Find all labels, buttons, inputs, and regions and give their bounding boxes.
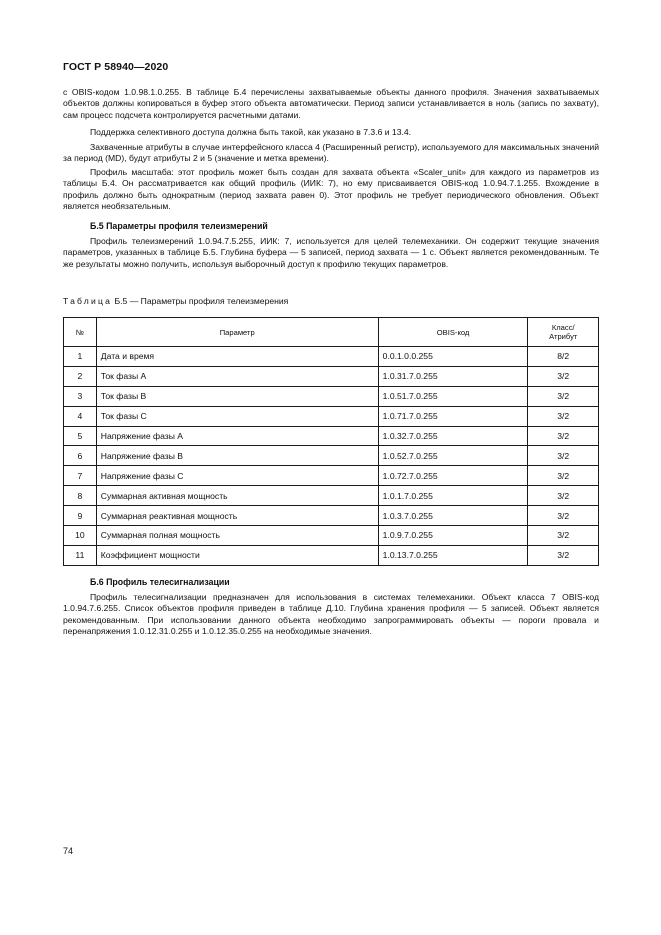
- cell-obis: 1.0.31.7.0.255: [378, 366, 528, 386]
- cell-num: 1: [64, 347, 97, 367]
- table-row: [64, 506, 599, 526]
- table-row: [64, 545, 599, 565]
- table-row: [64, 486, 599, 506]
- cell-class: 3/2: [528, 466, 599, 486]
- header-obis: OBIS-код: [378, 318, 528, 347]
- table-header-row: [64, 318, 599, 347]
- cell-obis: 1.0.71.7.0.255: [378, 406, 528, 426]
- cell-obis: 1.0.3.7.0.255: [378, 506, 528, 526]
- cell-class: 3/2: [528, 526, 599, 546]
- cell-param: Напряжение фазы А: [96, 426, 378, 446]
- section-b5-title: Б.5 Параметры профиля телеизмерений: [90, 221, 268, 231]
- header-class-line1: Класс/: [551, 323, 575, 332]
- cell-param: Напряжение фазы С: [96, 466, 378, 486]
- intro-paragraph-1: с OBIS-кодом 1.0.98.1.0.255. В таблице Б.4 перечислены захватываемые объекты данного профиля. Значения захватываемых объектов должны копироваться в буфер этого объекта автоматически. Период записи устанавливается в ноль (запись по захвату), сам процесс подсчета контролируется расчетными датами.: [63, 87, 599, 120]
- header-class-line2: Атрибут: [549, 332, 578, 341]
- cell-obis: 1.0.52.7.0.255: [378, 446, 528, 466]
- section-b6-paragraph: Профиль телесигнализации предназначен для использования в системах телемеханики. Объект класса 7 OBIS-код 1.0.94.7.6.255. Список объектов профиля приведен в таблице Д.10. Глубина хранения профиля — 5 записей. Объект является рекомендованным. При использовании данного объекта необходимо запрограммировать объекты — пороги провала и перенапряжения 1.0.12.31.0.255 и 1.0.12.35.0.255 на необходимые значения.: [63, 592, 599, 637]
- cell-param: Ток фазы А: [96, 366, 378, 386]
- section-b6-title: Б.6 Профиль телесигнализации: [90, 577, 230, 587]
- cell-num: 6: [64, 446, 97, 466]
- cell-num: 5: [64, 426, 97, 446]
- cell-num: 7: [64, 466, 97, 486]
- intro-paragraph-2: Поддержка селективного доступа должна быть такой, как указано в 7.3.6 и 13.4.: [90, 127, 412, 137]
- header-num: №: [64, 318, 97, 347]
- cell-param: Ток фазы С: [96, 406, 378, 426]
- table-row: [64, 406, 599, 426]
- table-row: [64, 526, 599, 546]
- header-param: Параметр: [96, 318, 378, 347]
- cell-num: 4: [64, 406, 97, 426]
- document-header: ГОСТ Р 58940—2020: [63, 61, 169, 73]
- cell-class: 3/2: [528, 386, 599, 406]
- header-class: [528, 318, 599, 347]
- cell-num: 3: [64, 386, 97, 406]
- table-caption: [63, 296, 288, 306]
- cell-obis: 1.0.51.7.0.255: [378, 386, 528, 406]
- cell-param: Коэффициент мощности: [96, 545, 378, 565]
- table-row: [64, 466, 599, 486]
- cell-obis: 1.0.72.7.0.255: [378, 466, 528, 486]
- cell-class: 3/2: [528, 426, 599, 446]
- table-row: [64, 366, 599, 386]
- cell-obis: 1.0.13.7.0.255: [378, 545, 528, 565]
- page-number: 74: [63, 846, 74, 856]
- telemetry-parameters-table: [63, 317, 599, 566]
- cell-class: 3/2: [528, 486, 599, 506]
- intro-paragraph-4: Профиль масштаба: этот профиль может быть создан для захвата объекта «Scaler_unit» для каждого из параметров из таблицы Б.4. Он рассматривается как общий профиль (ИИК: 7), но ему присваивается OBIS-код 1.0.94.7.1.255. Вхождение в профиль должно быть однократным (период захвата равен 0). Этот профиль не требует периодического обновления. Объект является необязательным.: [63, 167, 599, 212]
- cell-obis: 1.0.9.7.0.255: [378, 526, 528, 546]
- cell-obis: 0.0.1.0.0.255: [378, 347, 528, 367]
- cell-num: 8: [64, 486, 97, 506]
- cell-num: 11: [64, 545, 97, 565]
- cell-num: 2: [64, 366, 97, 386]
- section-b5-paragraph: Профиль телеизмерений 1.0.94.7.5.255, ИИК: 7, используется для целей телемеханики. Он содержит текущие значения параметров, указанных в таблице Б.5. Глубина буфера — 5 записей, период захвата — 1 с. Объект является рекомендованным. Те же результаты можно получить, используя выборочный доступ к профилю текущих параметров.: [63, 236, 599, 269]
- cell-class: 3/2: [528, 366, 599, 386]
- cell-class: 8/2: [528, 347, 599, 367]
- cell-param: Ток фазы В: [96, 386, 378, 406]
- cell-obis: 1.0.1.7.0.255: [378, 486, 528, 506]
- cell-param: Напряжение фазы В: [96, 446, 378, 466]
- cell-class: 3/2: [528, 446, 599, 466]
- cell-class: 3/2: [528, 406, 599, 426]
- table-row: [64, 446, 599, 466]
- table-row: [64, 426, 599, 446]
- cell-param: Суммарная реактивная мощность: [96, 506, 378, 526]
- table-caption-word: Таблица: [63, 296, 113, 306]
- cell-param: Суммарная активная мощность: [96, 486, 378, 506]
- cell-class: 3/2: [528, 506, 599, 526]
- cell-num: 10: [64, 526, 97, 546]
- intro-paragraph-3: Захваченные атрибуты в случае интерфейсного класса 4 (Расширенный регистр), используемого для максимальных значений за период (MD), будут атрибуты 2 и 5 (значение и метка времени).: [63, 142, 599, 164]
- cell-param: Дата и время: [96, 347, 378, 367]
- cell-class: 3/2: [528, 545, 599, 565]
- table-row: [64, 386, 599, 406]
- cell-obis: 1.0.32.7.0.255: [378, 426, 528, 446]
- table-caption-text: Б.5 — Параметры профиля телеизмерения: [114, 296, 289, 306]
- cell-param: Суммарная полная мощность: [96, 526, 378, 546]
- table-row: [64, 347, 599, 367]
- cell-num: 9: [64, 506, 97, 526]
